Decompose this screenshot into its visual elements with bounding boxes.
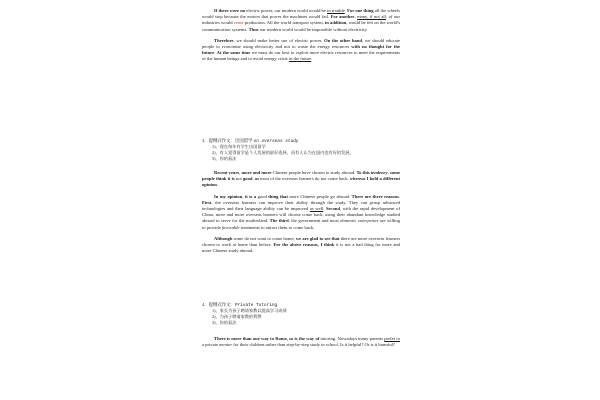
phrase: it is a	[244, 193, 257, 199]
text: .	[214, 50, 217, 56]
text: our modern world would be impossible without electricity.	[258, 26, 368, 32]
phrase: In my opinion	[214, 193, 243, 199]
text: we must do our best to	[250, 50, 296, 56]
phrase: whereas	[349, 176, 366, 182]
essay-private-tutoring	[202, 336, 400, 348]
text: , the overseas learners can improve their ability through the study. They can	[211, 199, 370, 205]
phrase: For another	[330, 14, 355, 20]
text: more Chinese people go abroad.	[287, 193, 352, 199]
phrase: At the same time	[216, 50, 251, 56]
text: not	[234, 176, 243, 182]
phrase: in the future	[288, 56, 312, 62]
text: , with the rapid development of China, more and more overseas learners will choose come back, using their abundant knowledge studied abroad to serve for the motherland.	[202, 206, 400, 224]
phrase: grasp	[369, 199, 381, 205]
phrase: prefer to	[384, 336, 400, 341]
text: advanced technologies and their language ability can be improved	[202, 199, 400, 212]
phrase: in addition	[325, 20, 347, 26]
phrase: favorable	[221, 224, 240, 230]
text: .	[398, 193, 401, 199]
text: electric power, our modern world would be	[245, 8, 328, 13]
phrase: good	[242, 176, 253, 182]
text: using electricity and not to waste the energy resources	[241, 44, 352, 50]
phrase: To this	[356, 170, 371, 175]
outline-item: 1)、家长为孩子聘请家教以提高学习成绩	[212, 308, 287, 313]
text: that power the machines would fail.	[260, 14, 331, 20]
phrase: more and more	[241, 170, 272, 175]
text: are willing to provide	[202, 218, 400, 230]
text: a private	[202, 342, 220, 348]
phrase: cease	[233, 20, 244, 26]
phrase: I hold a different opinion	[202, 176, 400, 188]
heading-number: 4．提纲式作文：	[202, 302, 235, 307]
phrase: exploit	[295, 50, 309, 56]
text: .	[344, 8, 348, 13]
text: ,	[387, 170, 391, 175]
outline-item: 3)、你的看法	[212, 156, 237, 161]
phrase: Therefore	[214, 37, 234, 43]
paragraph-overseas-1	[202, 170, 400, 189]
phrase: motors	[247, 14, 261, 20]
paragraph-overseas-3	[202, 236, 400, 255]
text: Chinese people have chosen to study abroad.	[271, 170, 357, 175]
text: tutoring. Nowadays many parents	[319, 336, 385, 341]
paragraph-overseas-2	[202, 194, 400, 231]
text: , we should educate people to	[202, 37, 400, 50]
essay-overseas-study	[202, 170, 400, 254]
outline-item: 1)、现在每年有学生出国留学	[212, 144, 266, 149]
text: all the wheels would stop because the	[202, 8, 401, 20]
heading-number: 3．提纲式作文：出国留学	[202, 138, 254, 143]
phrase: There is more than one way to Rome, so is the way of	[214, 336, 320, 341]
text: production. All the world transport system,	[243, 20, 326, 26]
phrase: we are glad to see that	[295, 235, 340, 241]
outline-item: 2)、为孩子聘请家教的利弊	[212, 314, 262, 319]
text: , the government and most	[288, 218, 341, 224]
text: most of the overseas learners do not come back,	[258, 176, 350, 182]
text: , we should make better use of electric power.	[233, 37, 325, 43]
outline-item: 3)、你的看法	[212, 320, 237, 325]
phrase: as well	[309, 206, 324, 212]
text: ,	[252, 176, 255, 182]
text: , would be felt on the world's communication systems.	[202, 20, 400, 32]
text: .	[311, 56, 313, 62]
text: , of our industries would	[202, 14, 401, 26]
phrase: with no thought for the future	[202, 44, 400, 56]
text: some do not want to come home,	[232, 235, 296, 241]
text: treatments to attract them to come back.	[239, 224, 315, 230]
phrase: many, if not all	[357, 14, 386, 20]
text: for their children rather than step-by-step study in school. Is it helpful? Or is it harmful?	[232, 342, 396, 348]
paragraph-electricity-1	[202, 8, 400, 33]
phrase: On the other hand	[324, 37, 362, 43]
phrase: The third	[269, 218, 289, 224]
heading-topic: on overseas study	[253, 139, 299, 144]
phrase: Second	[325, 206, 340, 212]
heading-topic: Private Tutoring	[234, 303, 278, 308]
text: .	[216, 182, 218, 188]
phrase: as	[254, 176, 259, 182]
text: ,	[354, 14, 358, 20]
paragraph-tutoring-1	[202, 336, 400, 348]
text: good	[256, 193, 269, 199]
text: .	[323, 206, 326, 212]
phrase: First	[202, 199, 212, 205]
text: ,	[242, 193, 245, 199]
phrase: Although	[214, 235, 233, 241]
phrase: For one thing	[347, 8, 374, 13]
paragraph-electricity-2	[202, 38, 400, 63]
text: it is not a bad thing for more and more Chinese study abroad.	[202, 242, 400, 254]
text: more electric resources to meet the requirements of the human beings and to avoid energy crisis	[202, 50, 400, 62]
phrase: economize	[221, 44, 242, 50]
phrase: tendency	[370, 170, 388, 175]
phrase: mentor	[219, 342, 233, 348]
phrase: Recent years	[214, 170, 240, 175]
phrase: There are three reasons	[351, 193, 399, 199]
text: there are more overseas learners chosen to work at home than before.	[202, 235, 401, 248]
text: ,	[239, 170, 242, 175]
phrase: thing that	[268, 193, 288, 199]
phrase: domestic enterprises	[340, 218, 379, 224]
phrase: some people think it is	[202, 170, 400, 182]
phrase: For the above reasons, I think	[273, 242, 335, 248]
outline-item: 2)、有人觉得留学是个人发展的最好选择，而有人认为在国内也有好的发展。	[212, 150, 354, 155]
phrase: If there were no	[214, 8, 246, 13]
phrase: Thus	[248, 26, 259, 32]
essay-electricity	[202, 8, 400, 63]
phrase: in trouble	[327, 8, 345, 13]
